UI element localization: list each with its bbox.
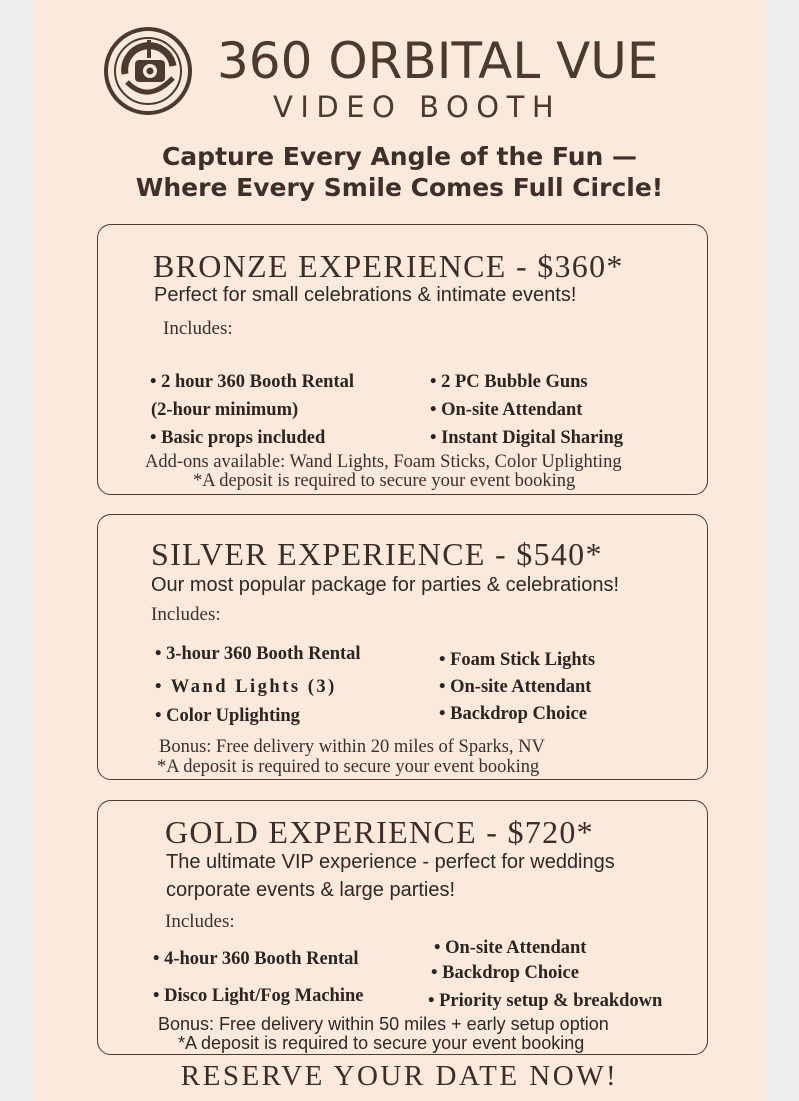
bronze-feature: • Basic props included — [150, 428, 326, 448]
tagline-line-2: Where Every Smile Comes Full Circle! — [135, 173, 664, 202]
gold-feature: • Disco Light/Fog Machine — [153, 986, 364, 1006]
silver-feature: • Backdrop Choice — [439, 704, 587, 724]
silver-feature: • Wand Lights (3) — [155, 677, 337, 697]
silver-feature: • Color Uplighting — [155, 706, 300, 726]
silver-bonus: Bonus: Free delivery within 20 miles of Sparks, NV — [159, 737, 545, 757]
silver-description: Our most popular package for parties & celebrations! — [151, 574, 620, 596]
camera-orbit-logo-icon — [103, 26, 193, 116]
bronze-includes-label: Includes: — [163, 318, 233, 339]
gold-description-line-1: The ultimate VIP experience - perfect for weddings — [166, 851, 615, 873]
gold-feature: • Priority setup & breakdown — [428, 991, 663, 1011]
silver-deposit-note: *A deposit is required to secure your event booking — [157, 757, 540, 777]
silver-package-card — [97, 514, 708, 780]
bronze-feature: (2-hour minimum) — [151, 400, 299, 420]
silver-includes-label: Includes: — [151, 604, 221, 625]
gold-deposit-note: *A deposit is required to secure your event booking — [178, 1033, 585, 1053]
silver-feature: • 3-hour 360 Booth Rental — [155, 644, 361, 664]
gold-title: GOLD EXPERIENCE - $720* — [165, 814, 594, 850]
bronze-description: Perfect for small celebrations & intimate events! — [154, 284, 577, 306]
tagline-line-1: Capture Every Angle of the Fun — — [161, 142, 638, 171]
gold-feature: • 4-hour 360 Booth Rental — [153, 949, 359, 969]
bronze-deposit-note: *A deposit is required to secure your event booking — [193, 471, 576, 491]
reserve-cta-heading: RESERVE YOUR DATE NOW! — [180, 1060, 619, 1092]
gold-feature: • On-site Attendant — [434, 938, 587, 958]
gold-package-card — [97, 800, 708, 1055]
bronze-feature: • 2 PC Bubble Guns — [430, 372, 588, 392]
gold-bonus: Bonus: Free delivery within 50 miles + early setup option — [158, 1014, 609, 1034]
bronze-package-card — [97, 224, 708, 495]
silver-feature: • On-site Attendant — [439, 677, 592, 697]
bronze-feature: • 2 hour 360 Booth Rental — [150, 372, 355, 392]
gold-includes-label: Includes: — [165, 911, 235, 932]
bronze-addons: Add-ons available: Wand Lights, Foam Sticks, Color Uplighting — [145, 452, 622, 472]
bronze-title: BRONZE EXPERIENCE - $360* — [153, 248, 624, 284]
gold-feature: • Backdrop Choice — [431, 963, 579, 983]
brand-subtitle: VIDEO BOOTH — [273, 90, 562, 124]
bronze-feature: • On-site Attendant — [430, 400, 583, 420]
silver-feature: • Foam Stick Lights — [439, 650, 596, 670]
gold-description-line-2: corporate events & large parties! — [166, 879, 456, 901]
bronze-feature: • Instant Digital Sharing — [430, 428, 624, 448]
brand-title: 360 ORBITAL VUE — [217, 32, 659, 90]
silver-title: SILVER EXPERIENCE - $540* — [151, 536, 603, 572]
